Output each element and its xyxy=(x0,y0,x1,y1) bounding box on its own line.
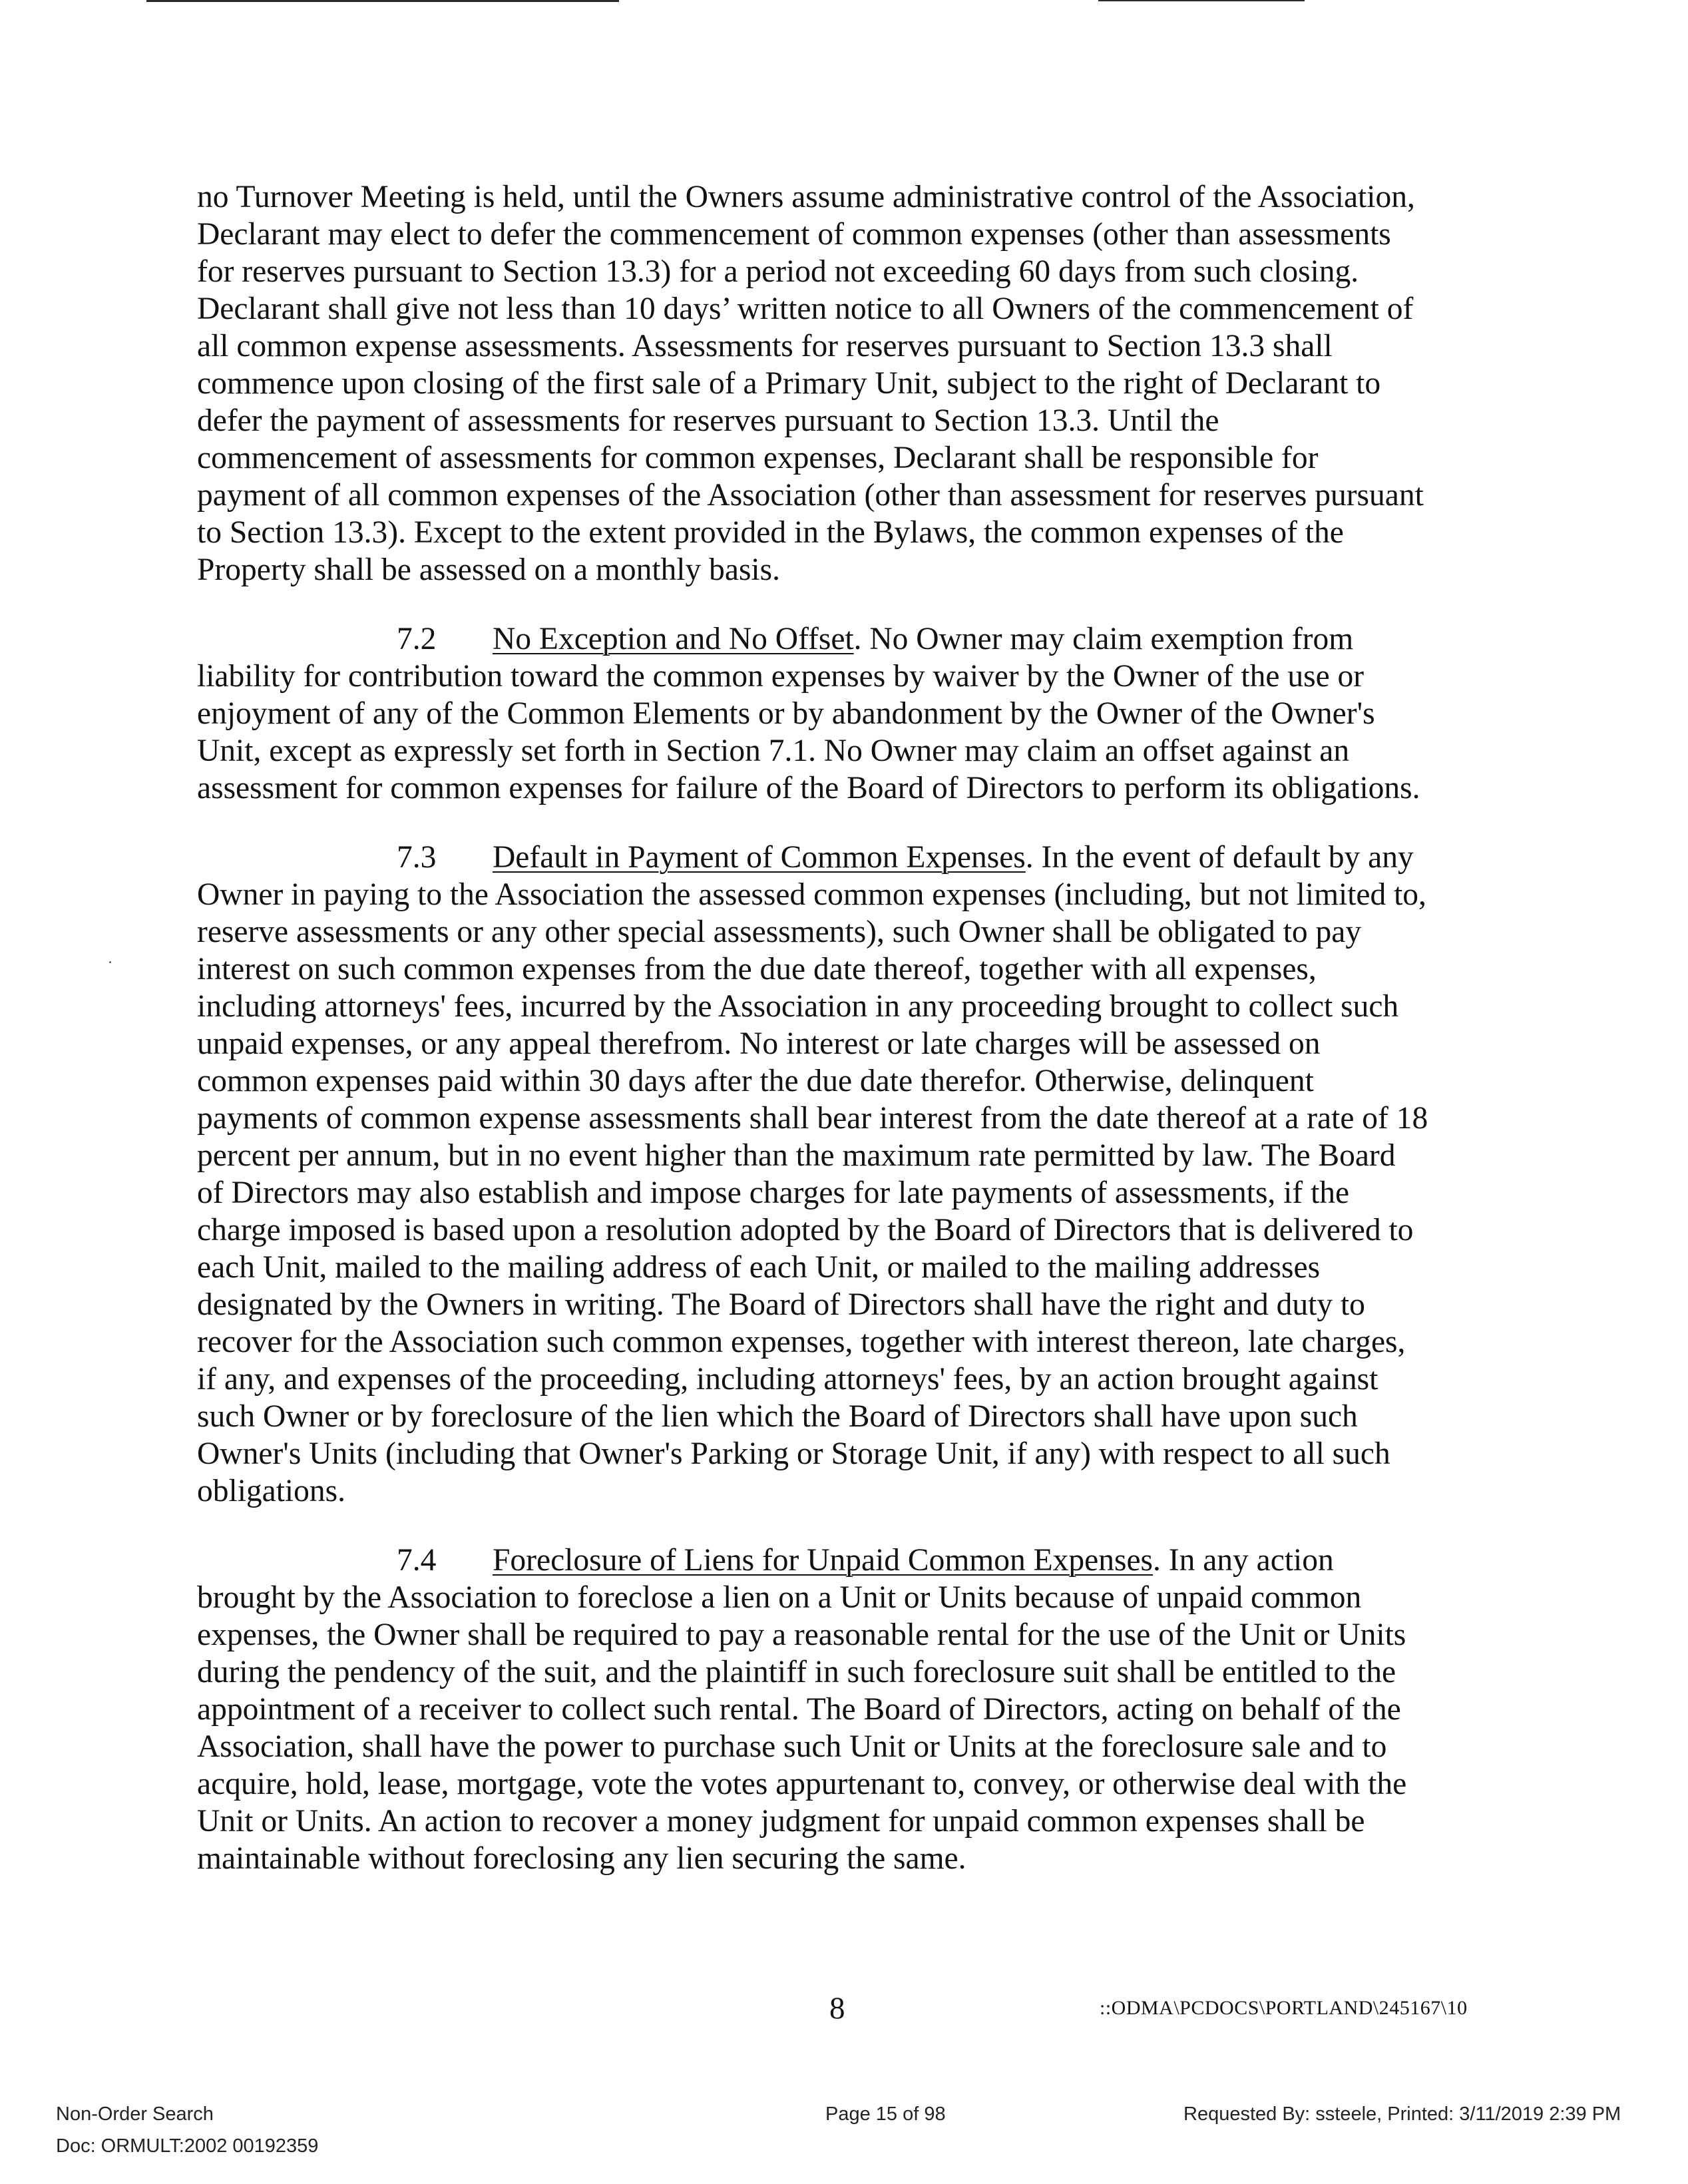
text-line: including attorneys' fees, incurred by the Association in any proceeding brought to collect such xyxy=(197,989,1399,1024)
text-line: Unit, except as expressly set forth in Section 7.1. No Owner may claim an offset against an xyxy=(197,734,1350,768)
section-heading-line xyxy=(197,620,1502,658)
document-path: ::ODMA\PCDOCS\PORTLAND\245167\10 xyxy=(1100,1997,1468,2019)
text-line: maintainable without foreclosing any lien securing the same. xyxy=(197,1841,966,1876)
scan-edge-line xyxy=(1098,0,1305,1)
section-heading-line xyxy=(197,1542,1502,1579)
text-line: acquire, hold, lease, mortgage, vote the votes appurtenant to, convey, or otherwise deal with the xyxy=(197,1767,1407,1801)
page-of-count: Page 15 of 98 xyxy=(825,2103,946,2125)
paragraph-intro xyxy=(197,178,1502,588)
text-line: of Directors may also establish and impose charges for late payments of assessments, if the xyxy=(197,1176,1350,1210)
document-body xyxy=(197,178,1502,1909)
text-line: commencement of assessments for common expenses, Declarant shall be responsible for xyxy=(197,441,1319,475)
text-line: recover for the Association such common expenses, together with interest thereon, late charges, xyxy=(197,1325,1406,1359)
text-line: enjoyment of any of the Common Elements or by abandonment by the Owner of the Owner's xyxy=(197,696,1375,731)
document-id: Doc: ORMULT:2002 00192359 xyxy=(56,2135,319,2157)
section-7-3 xyxy=(197,839,1502,1510)
section-7-4 xyxy=(197,1542,1502,1877)
text-fragment: . No Owner may claim exemption from xyxy=(853,622,1354,656)
section-number: 7.2 xyxy=(397,622,437,656)
text-line: charge imposed is based upon a resolution adopted by the Board of Directors that is delivered to xyxy=(197,1213,1414,1247)
text-line: brought by the Association to foreclose a lien on a Unit or Units because of unpaid common xyxy=(197,1580,1362,1615)
text-line: defer the payment of assessments for reserves pursuant to Section 13.3. Until the xyxy=(197,403,1219,438)
section-number: 7.4 xyxy=(397,1543,437,1578)
scan-edge-line xyxy=(146,0,619,2)
text-line: payment of all common expenses of the Association (other than assessment for reserves pursuant xyxy=(197,478,1424,513)
text-line: expenses, the Owner shall be required to pay a reasonable rental for the use of the Unit or Units xyxy=(197,1618,1406,1652)
text-line: commence upon closing of the first sale of a Primary Unit, subject to the right of Declarant to xyxy=(197,366,1381,401)
text-line: percent per annum, but in no event higher than the maximum rate permitted by law. The Board xyxy=(197,1138,1396,1173)
text-line: Property shall be assessed on a monthly basis. xyxy=(197,552,780,587)
search-type-label: Non-Order Search xyxy=(56,2103,214,2125)
text-line: during the pendency of the suit, and the plaintiff in such foreclosure suit shall be entitled to the xyxy=(197,1655,1396,1689)
text-line: designated by the Owners in writing. The Board of Directors shall have the right and duty to xyxy=(197,1287,1365,1322)
text-line: all common expense assessments. Assessments for reserves pursuant to Section 13.3 shall xyxy=(197,329,1333,363)
text-line: for reserves pursuant to Section 13.3) for a period not exceeding 60 days from such closing. xyxy=(197,254,1359,289)
text-line: reserve assessments or any other special assessments), such Owner shall be obligated to pay xyxy=(197,915,1362,949)
text-line: Owner's Units (including that Owner's Parking or Storage Unit, if any) with respect to all such xyxy=(197,1436,1390,1471)
text-line: unpaid expenses, or any appeal therefrom. No interest or late charges will be assessed on xyxy=(197,1026,1321,1061)
text-line: each Unit, mailed to the mailing address of each Unit, or mailed to the mailing addresses xyxy=(197,1250,1321,1285)
text-line: if any, and expenses of the proceeding, including attorneys' fees, by an action brought against xyxy=(197,1362,1378,1397)
text-line: Owner in paying to the Association the assessed common expenses (including, but not limited to, xyxy=(197,877,1426,912)
text-line: payments of common expense assessments shall bear interest from the date thereof at a rate of 18 xyxy=(197,1101,1428,1136)
text-fragment: . In any action xyxy=(1153,1543,1334,1578)
text-line: obligations. xyxy=(197,1474,345,1508)
text-line: Declarant may elect to defer the commencement of common expenses (other than assessments xyxy=(197,217,1391,252)
section-title: Default in Payment of Common Expenses xyxy=(493,840,1026,875)
text-line: no Turnover Meeting is held, until the Owners assume administrative control of the Association, xyxy=(197,180,1415,214)
text-line: liability for contribution toward the common expenses by waiver by the Owner of the use or xyxy=(197,659,1365,694)
text-line: Declarant shall give not less than 10 days’ written notice to all Owners of the commencement of xyxy=(197,292,1414,326)
text-line: interest on such common expenses from the due date thereof, together with all expenses, xyxy=(197,952,1317,986)
text-line: such Owner or by foreclosure of the lien which the Board of Directors shall have upon such xyxy=(197,1399,1358,1434)
requested-by-info: Requested By: ssteele, Printed: 3/11/2019 2:39 PM xyxy=(1183,2103,1621,2125)
section-heading-line xyxy=(197,839,1502,876)
page-number: 8 xyxy=(829,1991,845,2026)
text-line: appointment of a receiver to collect such rental. The Board of Directors, acting on behalf of the xyxy=(197,1692,1401,1727)
section-title: No Exception and No Offset xyxy=(493,622,854,656)
section-number: 7.3 xyxy=(397,840,437,875)
text-fragment: . In the event of default by any xyxy=(1025,840,1414,875)
section-title: Foreclosure of Liens for Unpaid Common Expenses xyxy=(493,1543,1154,1578)
section-7-2 xyxy=(197,620,1502,807)
text-line: Unit or Units. An action to recover a money judgment for unpaid common expenses shall be xyxy=(197,1804,1365,1839)
text-line: to Section 13.3). Except to the extent provided in the Bylaws, the common expenses of the xyxy=(197,515,1344,550)
scan-speck xyxy=(109,961,111,963)
text-line: assessment for common expenses for failure of the Board of Directors to perform its obligations. xyxy=(197,771,1420,805)
text-line: Association, shall have the power to purchase such Unit or Units at the foreclosure sale and to xyxy=(197,1729,1387,1764)
text-line: common expenses paid within 30 days after the due date therefor. Otherwise, delinquent xyxy=(197,1064,1314,1098)
